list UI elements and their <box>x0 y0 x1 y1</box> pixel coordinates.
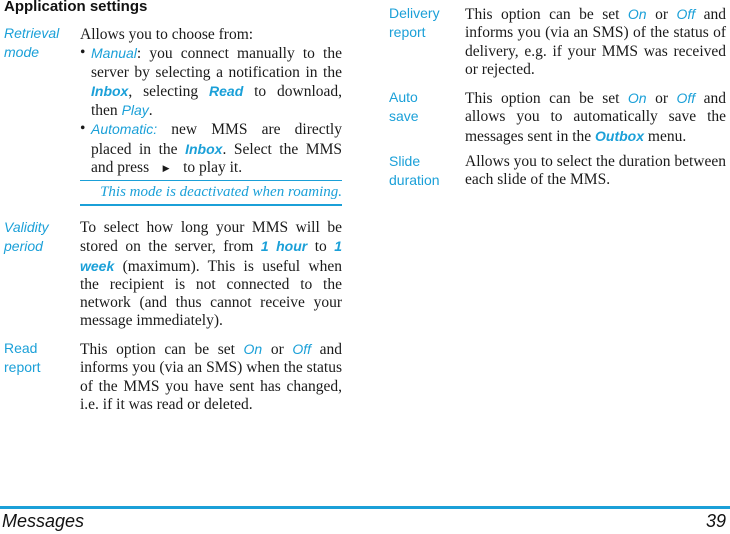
off-option: Off <box>292 341 312 357</box>
manual-text: . <box>148 102 153 120</box>
desc-read-report <box>80 340 342 414</box>
section-title: Application settings <box>4 0 148 15</box>
manual-text: to download, then <box>91 82 343 120</box>
term-read-report <box>4 339 74 377</box>
roaming-note: This mode is deactivated when roaming. <box>80 180 342 206</box>
automatic-text: new MMS are directly placed in the <box>91 121 342 158</box>
desc-delivery-report <box>465 5 726 79</box>
term-auto-save <box>389 88 459 126</box>
term-retrieval-mode <box>4 24 74 62</box>
term-line-2: report <box>389 24 426 40</box>
automatic-text: to play it. <box>183 159 243 177</box>
hour-option: 1 hour <box>260 238 308 255</box>
read-report-text: and informs you (via an SMS) when the status of the MMS you have sent has changed, i.e. if it was read or deleted. <box>80 341 342 413</box>
play-option: Play <box>121 102 149 119</box>
on-option: On <box>243 341 263 357</box>
term-line-2: mode <box>4 44 40 60</box>
outbox-link: Outbox <box>595 127 645 144</box>
delivery-text: or <box>646 6 677 23</box>
off-option: Off <box>676 6 696 22</box>
desc-validity-period <box>80 219 342 331</box>
off-option: Off <box>676 90 696 106</box>
term-line-2: report <box>4 359 41 375</box>
desc-slide-duration <box>465 153 726 190</box>
validity-text: to <box>307 238 335 256</box>
term-delivery-report <box>389 4 459 42</box>
week-option: 1 week <box>80 238 343 274</box>
term-line-1: Read <box>4 340 38 356</box>
read-report-text: or <box>262 341 293 358</box>
inbox-link: Inbox <box>91 82 129 99</box>
footer-chapter: Messages <box>2 511 85 531</box>
auto-save-text: and allows you to automatically save the messages sent in the <box>465 90 726 145</box>
footer-rule <box>0 506 730 509</box>
delivery-text: This option can be set <box>465 6 628 23</box>
automatic-label: Automatic: <box>91 121 158 138</box>
read-option: Read <box>209 82 244 99</box>
desc-auto-save <box>465 89 726 146</box>
delivery-text: and informs you (via an SMS) of the status of delivery, e.g. if your MMS was received or rejected. <box>465 6 726 78</box>
on-option: On <box>627 90 647 106</box>
auto-save-text: menu. <box>644 127 687 145</box>
read-report-text: This option can be set <box>80 341 244 358</box>
retrieval-intro: Allows you to choose from: <box>80 26 254 43</box>
play-arrow-icon: ▶ <box>162 163 170 174</box>
term-line-2: duration <box>389 172 440 188</box>
term-line-1: Retrieval <box>4 25 60 41</box>
validity-text: To select how long your MMS will be stored on the server, from <box>80 219 342 256</box>
auto-save-text: or <box>646 90 677 107</box>
manual-text: , selecting <box>128 82 210 100</box>
validity-text: (maximum). This is useful when the recipient is not connected to the network (and thus cannot receive your message immediately). <box>80 257 342 330</box>
bullet-manual <box>80 44 342 120</box>
on-option: On <box>627 6 647 22</box>
term-line-1: Auto <box>389 89 418 105</box>
term-slide-duration <box>389 152 459 190</box>
manual-label: Manual <box>91 45 137 62</box>
term-line-1: Slide <box>389 153 421 169</box>
bullet-icon: • <box>80 120 86 138</box>
term-line-1: Delivery <box>389 5 440 21</box>
term-line-2: period <box>4 238 43 254</box>
term-validity-period <box>4 218 74 256</box>
auto-save-text: This option can be set <box>465 90 628 107</box>
manual-text: : you connect manually to the server by selecting a notification in the <box>91 45 342 81</box>
term-line-1: Validity <box>4 219 49 235</box>
footer-page-number: 39 <box>705 511 726 531</box>
desc-retrieval-mode <box>80 26 342 177</box>
bullet-automatic <box>80 120 342 177</box>
inbox-link: Inbox <box>185 140 223 157</box>
automatic-text: . Select the MMS and press <box>91 140 342 177</box>
slide-duration-text: Allows you to select the duration between each slide of the MMS. <box>465 153 726 189</box>
bullet-icon: • <box>80 44 86 62</box>
term-line-2: save <box>389 108 419 124</box>
